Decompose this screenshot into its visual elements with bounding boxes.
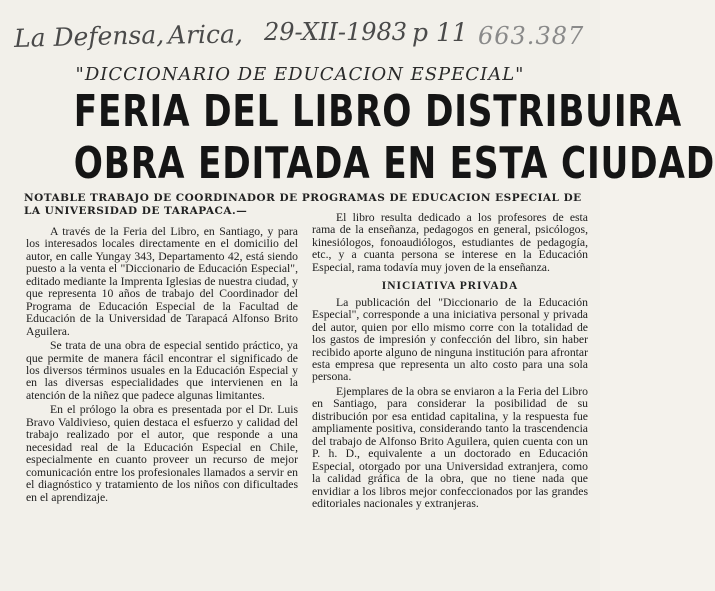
section-heading: INICIATIVA PRIVADA xyxy=(381,280,519,293)
body-paragraph: El libro resulta dedicado a los profesores de esta rama de la enseñanza, pedagogos en general, psicólogos, kinesiólogos, fonoaudiólogos, estudiantes de pedagogía, etc., y a cuanta persona se interese en la Educación Especial, rama todavía muy joven de la enseñanza. xyxy=(312,211,588,274)
handwritten-date: 29-XII-1983 xyxy=(264,18,408,46)
article-kicker: "DICCIONARIO DE EDUCACION ESPECIAL" xyxy=(75,64,525,85)
body-paragraph: A través de la Feria del Libro, en Santiago, y para los interesados locales directamente en el domicilio del autor, en calle Yungay 343, Departamento 42, está siendo puesto a la venta el "Diccionario de Educación Especial", editado mediante la Imprenta Iglesias de nuestra ciudad, y que representa 10 años de trabajo del Coordinador del Programa de Educación Especial de la Facultad de Educación de la Universidad de Tarapacá Alfonso Brito Aguilera. xyxy=(26,225,298,338)
body-paragraph: Ejemplares de la obra se enviaron a la Feria del Libro en Santiago, para considerar la posibilidad de su distribución por esa entidad capitalina, y la respuesta fue ampliamente positiva, considerando tanto la trascendencia del trabajo de Alfonso Brito Aguilera, quien cuenta con un P. h. D., equivalente a un doctorado en Educación Especial, otorgado por una Universidad extranjera, como la calidad gráfica de la obra, que no tiene nada que envidiar a los libros mejor confeccionados por las grandes editoriales nacionales y extranjeras. xyxy=(312,384,588,510)
body-paragraph: En el prólogo la obra es presentada por el Dr. Luis Bravo Valdivieso, quien destaca el esfuerzo y calidad del trabajo realizado por el autor, que responde a una necesidad real de la Educación Especial en Chile, especialmente en cuanto proveer un recurso de mejor comunicación entre los profesionales llamados a servir en el diagnóstico y tratamiento de los niños con dificultades en el aprendizaje. xyxy=(26,403,298,504)
body-paragraph: Se trata de una obra de especial sentido práctico, ya que permite de manera fácil encontrar el significado de los diversos términos usuales en la Educación Especial y en las diversas especialidades que intervienen en la atención de la niñez que padece algunas limitantes. xyxy=(26,339,298,402)
article-subhead: NOTABLE TRABAJO DE COORDINADOR DE PROGRAMAS DE EDUCACION ESPECIAL DE LA UNIVERSIDAD DE TARAPACA.— xyxy=(24,192,582,217)
headline-line-1: FERIA DEL LIBRO DISTRIBUIRA xyxy=(73,86,682,137)
handwritten-annotation xyxy=(8,8,592,60)
handwritten-page: p 11 xyxy=(412,18,468,47)
handwritten-place: Arica, xyxy=(167,19,244,50)
handwritten-source: La Defensa, xyxy=(13,20,165,53)
headline-line-2: OBRA EDITADA EN ESTA CIUDAD xyxy=(73,138,715,189)
right-column xyxy=(312,212,588,510)
body-paragraph: La publicación del "Diccionario de la Educación Especial", corresponde a una iniciativa personal y privada del autor, quien por ello mismo corre con la totalidad de los gastos de impresión y confección del libro, sin haber recibido aporte alguno de ninguna institución para afrontar esta empresa que representa un alto costo para una sola persona. xyxy=(312,295,588,384)
handwritten-id: 663.387 xyxy=(478,22,585,50)
left-column xyxy=(26,226,298,504)
